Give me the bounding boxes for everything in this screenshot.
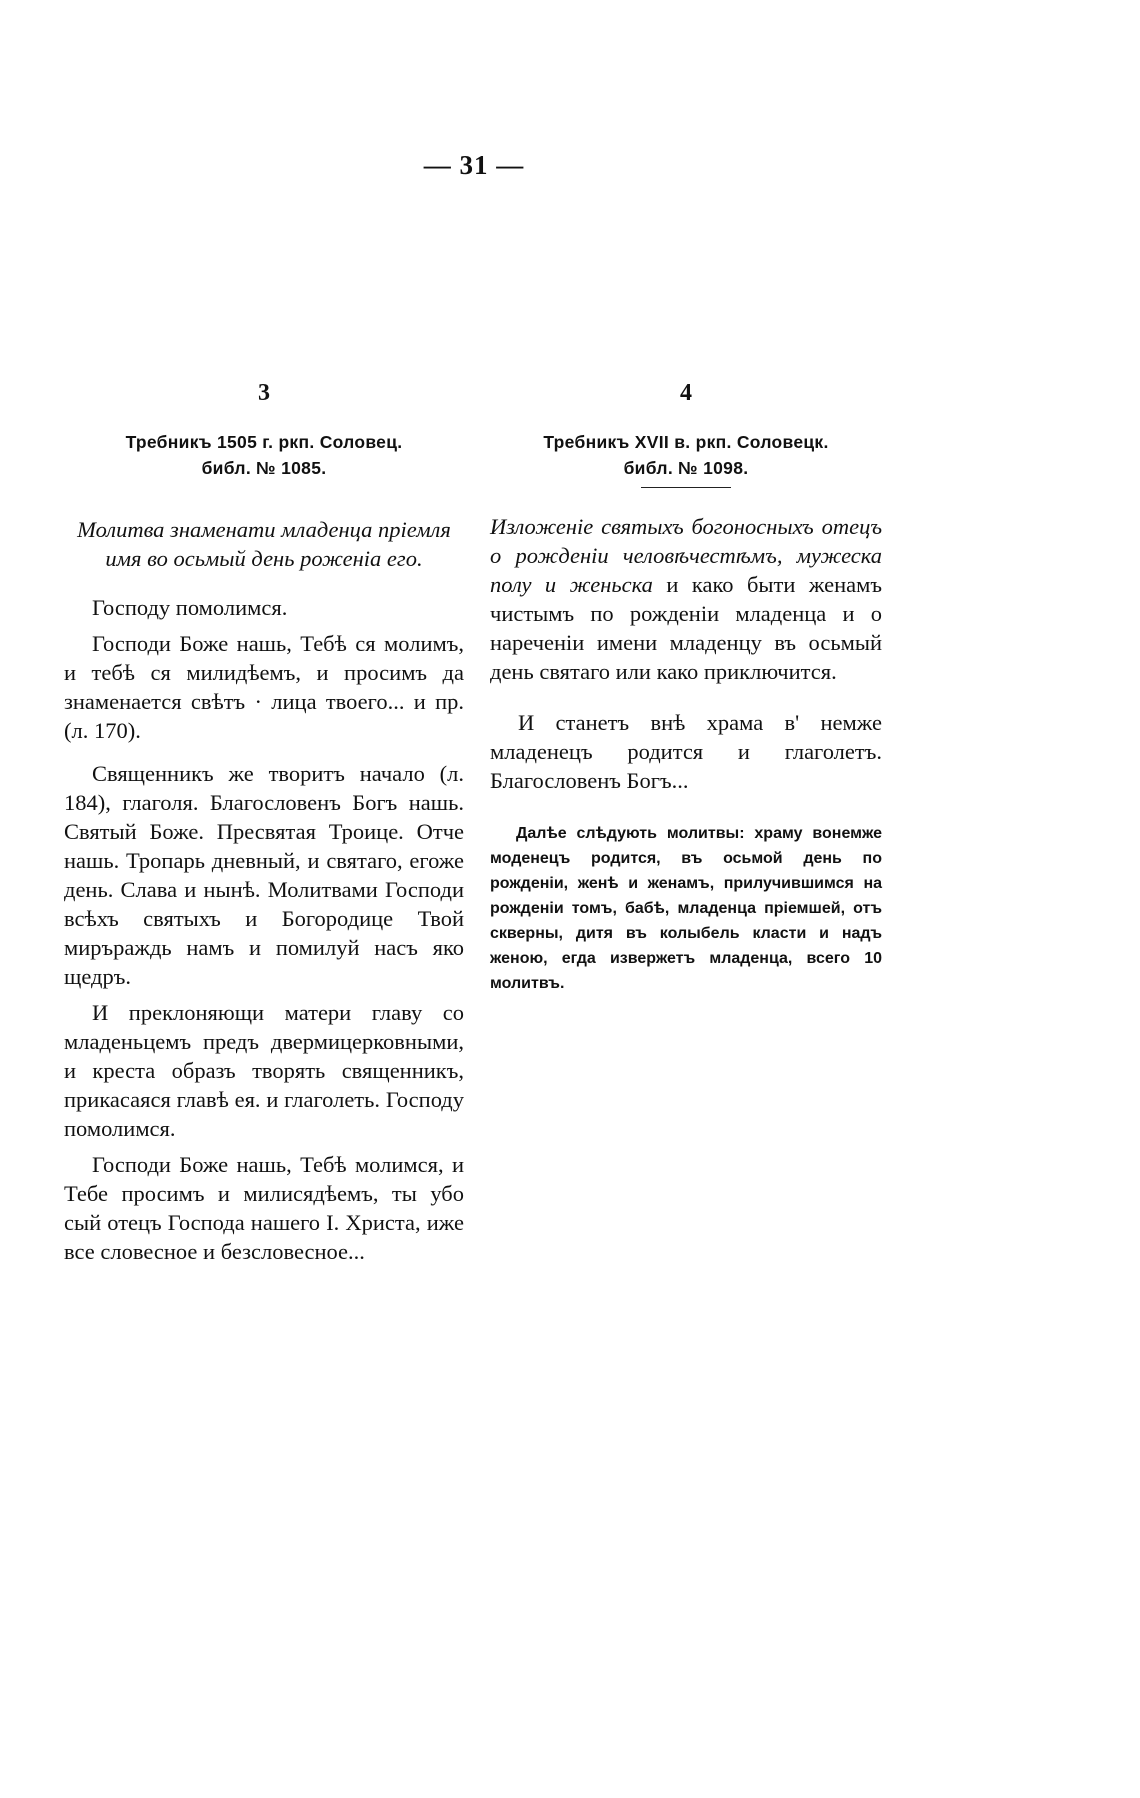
page-number: — 31 —	[423, 150, 525, 180]
left-paragraph-2: Господи Боже нашь, Тебѣ ся молимъ, и тебѣ ся милидѣемъ, и просимъ да знаменается свѣтъ · лица твоего... и пр. (л. 170).	[64, 631, 464, 743]
left-paragraph-5: Господи Боже нашь, Тебѣ молимся, и Тебе просимъ и милисядѣемъ, ты убо сый отецъ Господа нашего І. Христа, иже все словесное и безсловесное...	[64, 1152, 464, 1264]
right-title-plain: и како быти женамъ чистымъ по рожденіи младенца и о нареченіи имени младенцу въ осьмый день святаго или како приключится.	[490, 572, 883, 684]
source-divider	[641, 487, 731, 488]
right-source-line-1: Требникъ XVII в. ркп. Соловецк.	[543, 432, 829, 452]
right-title-italic: Изложеніе святыхъ богоносныхъ отецъ о рожденіи человѣчестѣмъ, мужеска полу и женьска	[490, 514, 882, 597]
left-source-line-2: библ. № 1085.	[201, 458, 327, 478]
left-column-number: 3	[258, 380, 270, 406]
right-column-number: 4	[680, 380, 692, 406]
right-title-block	[490, 512, 882, 686]
left-prayer-title: Молитва знаменати младенца пріемля имя во осьмый день роженіа его.	[77, 517, 451, 571]
left-paragraph-1: Господу помолимся.	[92, 595, 288, 620]
left-paragraph-4: И преклоняющи матери главу со младеньцемъ предъ двермицерковными, и креста образъ творять священникъ, прикасаяся главѣ ея. и глаголеть. Господу помолимся.	[64, 1000, 464, 1141]
left-column	[64, 380, 464, 1273]
left-source-line-1: Требникъ 1505 г. ркп. Соловец.	[125, 432, 403, 452]
right-source-line-2: библ. № 1098.	[623, 458, 749, 478]
right-column	[490, 380, 882, 996]
right-paragraph: И станетъ внѣ храма в' немже младенецъ родится и глаголетъ. Благословенъ Богъ...	[490, 710, 882, 793]
right-note: Далѣе слѣдують молитвы: храму вонемже моденецъ родится, въ осьмой день по рожденіи, женѣ и женамъ, прилучившимся на рожденіи томъ, бабѣ, младенца пріемшей, отъ скверны, дитя въ колыбель класти и надъ женою, егда извержетъ младенца, всего 10 молитвъ.	[490, 825, 882, 992]
left-paragraph-3: Священникъ же творитъ начало (л. 184), глаголя. Благословенъ Богъ нашь. Святый Боже. Пресвятая Троице. Отче нашь. Тропарь дневный, и святаго, егоже день. Слава и нынѣ. Молитвами Господи всѣхъ святыхъ и Богородице Твой миръраждь намъ и помилуй насъ яко щедръ.	[64, 761, 464, 989]
